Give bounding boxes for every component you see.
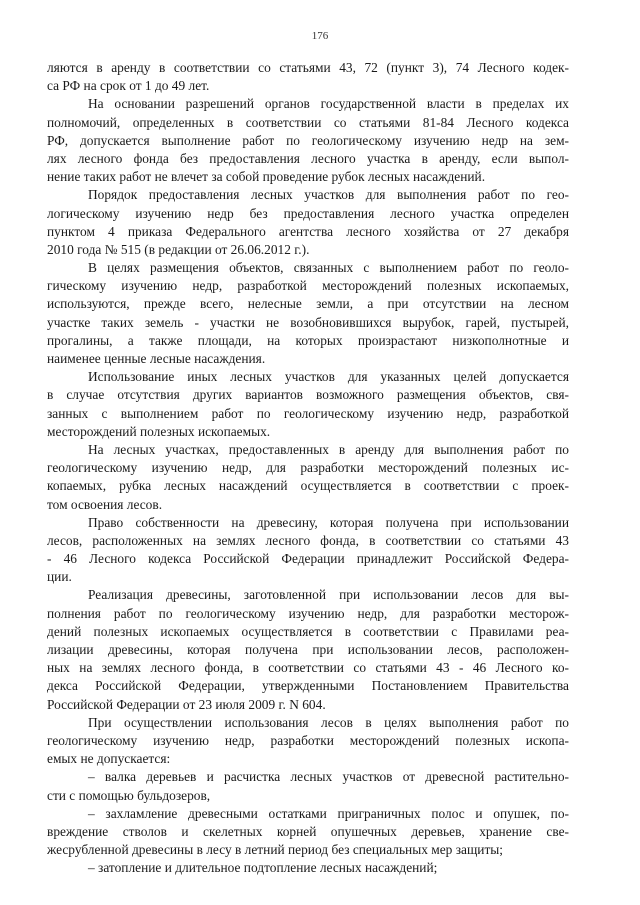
text-line: лях лесного фонда без предоставления лесного участка в аренду, если выпол- <box>47 150 569 166</box>
text-line: лесов, расположенных на землях лесного фонда, в соответствии со статьями 43 <box>47 532 569 548</box>
text-line: месторождений полезных ископаемых. <box>47 423 271 439</box>
text-line: нение таких работ не влечет за собой проведение рубок лесных насаждений. <box>47 169 486 185</box>
text-line: лизации древесины, которая получена при использовании лесов, расположен- <box>47 642 569 657</box>
text-line: ции. <box>47 569 72 585</box>
text-line: прогалины, а также площади, на которых произрастают низкополнотные и <box>47 332 569 348</box>
paragraph <box>47 441 569 514</box>
text-line: пунктом 4 приказа Федерального агентства лесного хозяйства от 27 декабря <box>47 223 569 239</box>
text-line: Право собственности на древесину, которая получена при использовании <box>88 514 569 530</box>
text-line: в случае отсутствия других вариантов возможного размещения объектов, свя- <box>47 387 569 403</box>
text-line: сти с помощью бульдозеров, <box>47 787 211 803</box>
text-line: используются, прежде всего, нелесные земли, а при отсутствии на лесном <box>47 296 569 312</box>
text-line: Реализация древесины, заготовленной при использовании лесов для вы- <box>88 587 569 603</box>
paragraph <box>47 59 569 95</box>
text-line: При осуществлении использования лесов в целях выполнения работ по <box>88 714 569 730</box>
paragraph <box>47 259 569 368</box>
text-line: логическому изучению недр без предоставления лесного участка определен <box>47 205 569 221</box>
paragraph <box>47 368 569 441</box>
text-line: геологическому изучению недр, для разработки месторождений полезных ис- <box>47 460 569 476</box>
text-line: Российской Федерации от 23 июля 2009 г. N 604. <box>47 696 326 712</box>
text-line: ных на землях лесного фонда, в соответствии со статьями 43 - 46 Лесного ко- <box>47 660 569 676</box>
paragraph <box>47 95 569 186</box>
text-line: полнения работ по геологическому изучению недр, для разработки месторож- <box>47 605 569 621</box>
text-line: На лесных участках, предоставленных в аренду для выполнения работ по <box>88 441 569 457</box>
text-line: полномочий, определенных в соответствии со статьями 81-84 Лесного кодекса <box>47 114 569 130</box>
text-line: В целях размещения объектов, связанных с выполнением работ по геоло- <box>88 260 569 276</box>
text-line: жесрубленной древесины в лесу в летний период без специальных мер защиты; <box>47 842 504 858</box>
text-line: - 46 Лесного кодекса Российской Федерации принадлежит Российской Федера- <box>47 551 569 567</box>
text-line: – затопление и длительное подтопление лесных насаждений; <box>88 860 438 876</box>
text-line: декса Российской Федерации, утвержденными Постановлением Правительства <box>47 678 569 694</box>
text-line: – валка деревьев и расчистка лесных участков от древесной растительно- <box>88 769 569 785</box>
body-text <box>47 59 569 877</box>
text-line: емых не допускается: <box>47 751 171 767</box>
paragraph <box>47 805 569 860</box>
text-line: гическому изучению недр, разработкой месторождений полезных ископаемых, <box>47 278 569 294</box>
text-line: занных с выполнением работ по геологическому изучению недр, разработкой <box>47 405 569 421</box>
page-number: 176 <box>311 30 329 42</box>
text-line: Использование иных лесных участков для указанных целей допускается <box>88 369 569 385</box>
text-line: са РФ на срок от 1 до 49 лет. <box>47 78 210 94</box>
text-line: – захламление древесными остатками приграничных полос и опушек, по- <box>88 805 569 821</box>
text-line: На основании разрешений органов государственной власти в пределах их <box>88 96 569 112</box>
text-line: наименее ценные лесные насаждения. <box>47 351 266 366</box>
text-line: геологическому изучению недр, разработки месторождений полезных ископа- <box>47 732 569 748</box>
text-line: дений полезных ископаемых осуществляется в соответствии с Правилами реа- <box>47 623 569 639</box>
paragraph <box>47 714 569 769</box>
text-line: копаемых, рубка лесных насаждений осуществляется в соответствии с проек- <box>47 478 569 494</box>
text-line: вреждение стволов и скелетных корней опушечных деревьев, хранение све- <box>47 823 569 839</box>
paragraph <box>47 186 569 259</box>
paragraph <box>47 586 569 713</box>
text-line: РФ, допускается выполнение работ по геологическому изучению недр на зем- <box>47 132 569 148</box>
text-line: участке таких земель - участки не возобновившихся вырубок, гарей, пустырей, <box>47 314 569 330</box>
paragraph <box>47 859 569 877</box>
text-line: 2010 года № 515 (в редакции от 26.06.2012 г.). <box>47 241 310 257</box>
text-line: Порядок предоставления лесных участков для выполнения работ по гео- <box>88 187 569 203</box>
paragraph <box>47 514 569 587</box>
text-line: том освоения лесов. <box>47 496 163 512</box>
paragraph <box>47 768 569 804</box>
text-line: ляются в аренду в соответствии со статьями 43, 72 (пункт 3), 74 Лесного кодек- <box>47 60 569 75</box>
